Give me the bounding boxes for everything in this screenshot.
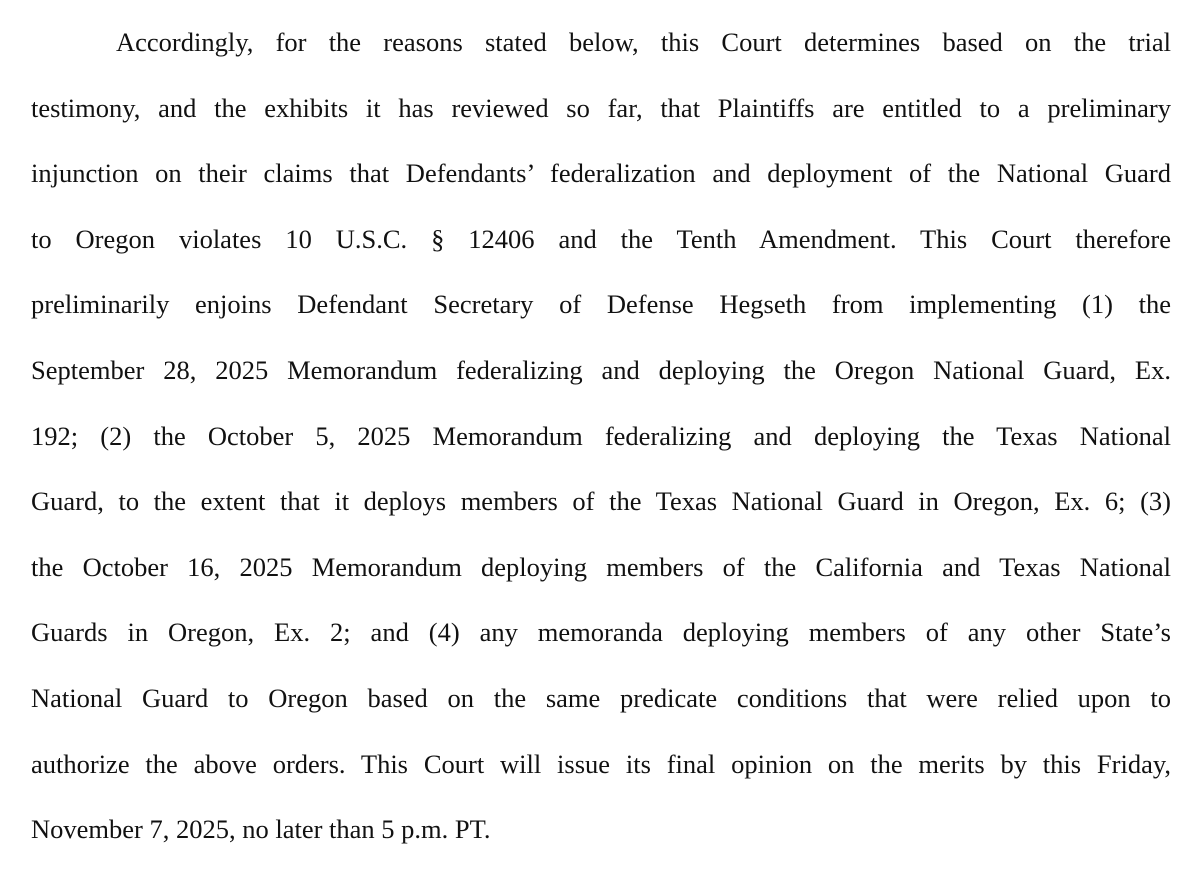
paragraph-line: National Guard to Oregon based on the same predicate conditions that were relied upon to [31,682,1171,713]
paragraph-line: September 28, 2025 Memorandum federalizing and deploying the Oregon National Guard, Ex. [31,354,1171,385]
paragraph-line: Accordingly, for the reasons stated below, this Court determines based on the trial [116,27,1171,57]
paragraph-line: Guards in Oregon, Ex. 2; and (4) any memoranda deploying members of any other State’s [31,617,1171,648]
paragraph-line: testimony, and the exhibits it has reviewed so far, that Plaintiffs are entitled to a preliminary [31,92,1171,123]
paragraph-line: Guard, to the extent that it deploys members of the Texas National Guard in Oregon, Ex. 6; (3) [31,486,1171,517]
paragraph-line: the October 16, 2025 Memorandum deploying members of the California and Texas National [31,551,1171,582]
paragraph-line: November 7, 2025, no later than 5 p.m. PT. [31,814,491,845]
paragraph-line: 192; (2) the October 5, 2025 Memorandum federalizing and deploying the Texas National [31,420,1171,451]
paragraph-line: injunction on their claims that Defendants’ federalization and deployment of the National Guard [31,158,1171,189]
paragraph-line: preliminarily enjoins Defendant Secretary of Defense Hegseth from implementing (1) the [31,289,1171,320]
paragraph-line: to Oregon violates 10 U.S.C. § 12406 and the Tenth Amendment. This Court therefore [31,223,1171,254]
paragraph-line: authorize the above orders. This Court will issue its final opinion on the merits by this Friday, [31,748,1171,779]
document-paragraph [31,20,1171,873]
